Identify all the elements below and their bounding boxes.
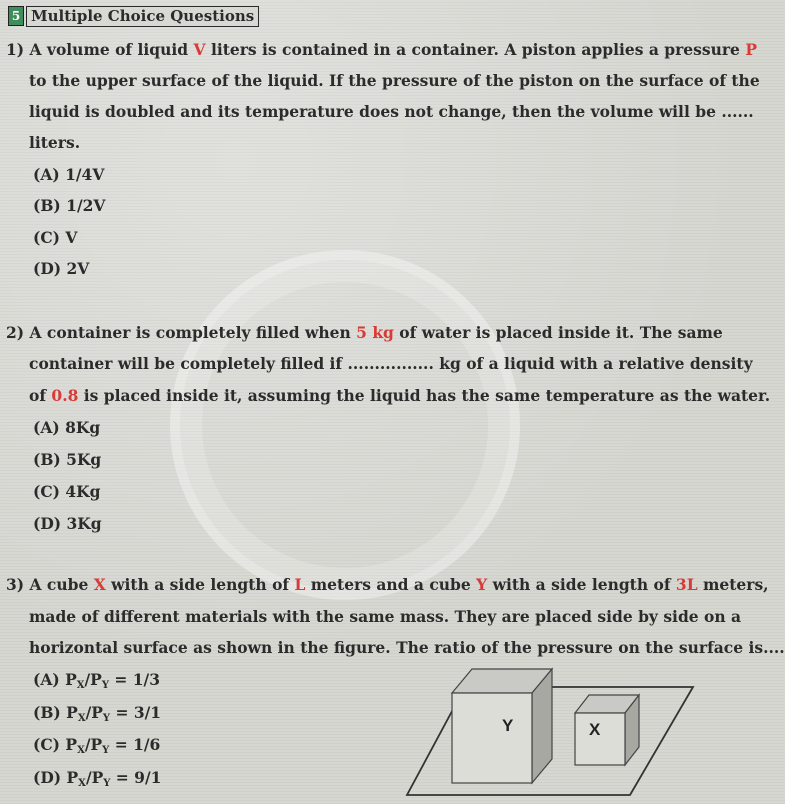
q1-line-4: liters. <box>29 133 81 152</box>
q3-option-a[interactable]: (A) $P_X/P_Y = 1/3$ <box>33 670 160 691</box>
q2-line-1: 2) A container is completely filled when 5 kg of water is placed inside it. The same <box>6 323 723 342</box>
q3-line-1: 3) A cube X with a side length of L meters and a cube Y with a side length of 3L meters, <box>6 575 769 594</box>
q3-line-2: made of different materials with the same mass. They are placed side by side on a <box>29 607 742 626</box>
q2-option-c[interactable]: (C) 4Kg <box>33 482 101 501</box>
section-title: Multiple Choice Questions <box>26 6 259 27</box>
q3-option-d[interactable]: (D) $P_X/P_Y = 9/1$ <box>33 768 162 789</box>
section-header <box>8 5 259 27</box>
q1-option-a[interactable]: (A) 1/4V <box>33 165 105 184</box>
watermark-seal <box>170 250 520 600</box>
cube-y <box>452 669 552 783</box>
q1-line-1: 1) A volume of liquid V liters is contained in a container. A piston applies a pressure P <box>6 40 757 59</box>
q1-option-b[interactable]: (B) 1/2V <box>33 196 106 215</box>
q3-line-3: horizontal surface as shown in the figure. The ratio of the pressure on the surface is.... <box>29 638 785 657</box>
q1-line-3: liquid is doubled and its temperature does not change, then the volume will be ...... <box>29 102 754 121</box>
q2-line-3: of 0.8 is placed inside it, assuming the liquid has the same temperature as the water. <box>29 386 771 405</box>
cube-y-label: Y <box>502 716 514 735</box>
q2-line-2: container will be completely filled if ................ kg of a liquid with a relative density <box>29 354 753 373</box>
q2-option-b[interactable]: (B) 5Kg <box>33 450 102 469</box>
q1-line-2: to the upper surface of the liquid. If the pressure of the piston on the surface of the <box>29 71 760 90</box>
q2-option-a[interactable]: (A) 8Kg <box>33 418 101 437</box>
q2-option-d[interactable]: (D) 3Kg <box>33 514 102 533</box>
section-number: 5 <box>8 6 24 26</box>
q1-option-c[interactable]: (C) V <box>33 228 78 247</box>
q3-option-b[interactable]: (B) $P_X/P_Y = 3/1$ <box>33 703 162 724</box>
cube-x <box>575 695 639 765</box>
cube-x-label: X <box>589 720 601 739</box>
q3-option-c[interactable]: (C) $P_X/P_Y = 1/6$ <box>33 735 161 756</box>
cubes-figure <box>405 655 695 800</box>
q1-option-d[interactable]: (D) 2V <box>33 259 90 278</box>
